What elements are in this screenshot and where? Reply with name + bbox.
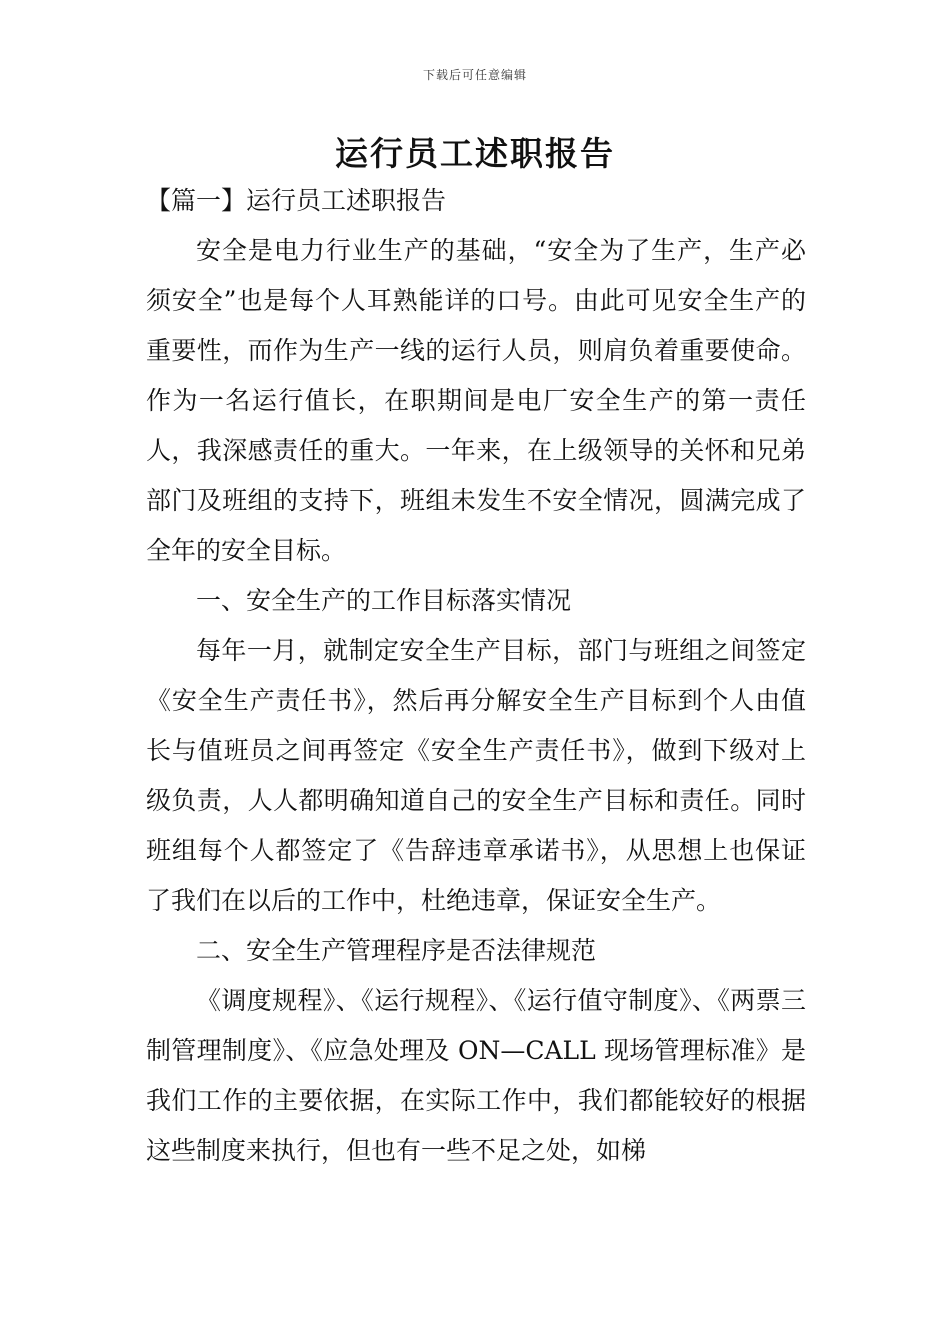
- section-label: 【篇一】运行员工述职报告: [146, 186, 447, 215]
- section-heading-2: 二、安全生产管理程序是否法律规范: [196, 936, 597, 965]
- paragraph-target: 每年一月，就制定安全生产目标，部门与班组之间签定《安全生产责任书》，然后再分解安全生产目标到个人由值长与值班员之间再签定《安全生产责任书》，做到下级对上级负责，人人都明确知道自己的安全生产目标和责任。同时班组每个人都签定了《告辞违章承诺书》，从思想上也保证了我们在以后的工作中，杜绝违章，保证安全生产。: [146, 636, 806, 915]
- section-heading-1: 一、安全生产的工作目标落实情况: [196, 586, 572, 615]
- paragraph-intro: 安全是电力行业生产的基础，“安全为了生产，生产必须安全”也是每个人耳熟能详的口号。由此可见安全生产的重要性，而作为生产一线的运行人员，则肩负着重要使命。作为一名运行值长，在职期间是电厂安全生产的第一责任人，我深感责任的重大。一年来，在上级领导的关怀和兄弟部门及班组的支持下，班组未发生不安全情况，圆满完成了全年的安全目标。: [146, 236, 806, 565]
- header-note: 下载后可任意编辑: [422, 68, 527, 82]
- document-title: 运行员工述职报告: [335, 134, 615, 173]
- document-body: [146, 176, 806, 1176]
- paragraph-procedure: 《调度规程》、《运行规程》、《运行值守制度》、《两票三制管理制度》、《应急处理及 ON—CALL 现场管理标准》是我们工作的主要依据，在实际工作中，我们都能较好的根据这些制度来执行，但也有一些不足之处，如梯: [146, 986, 806, 1165]
